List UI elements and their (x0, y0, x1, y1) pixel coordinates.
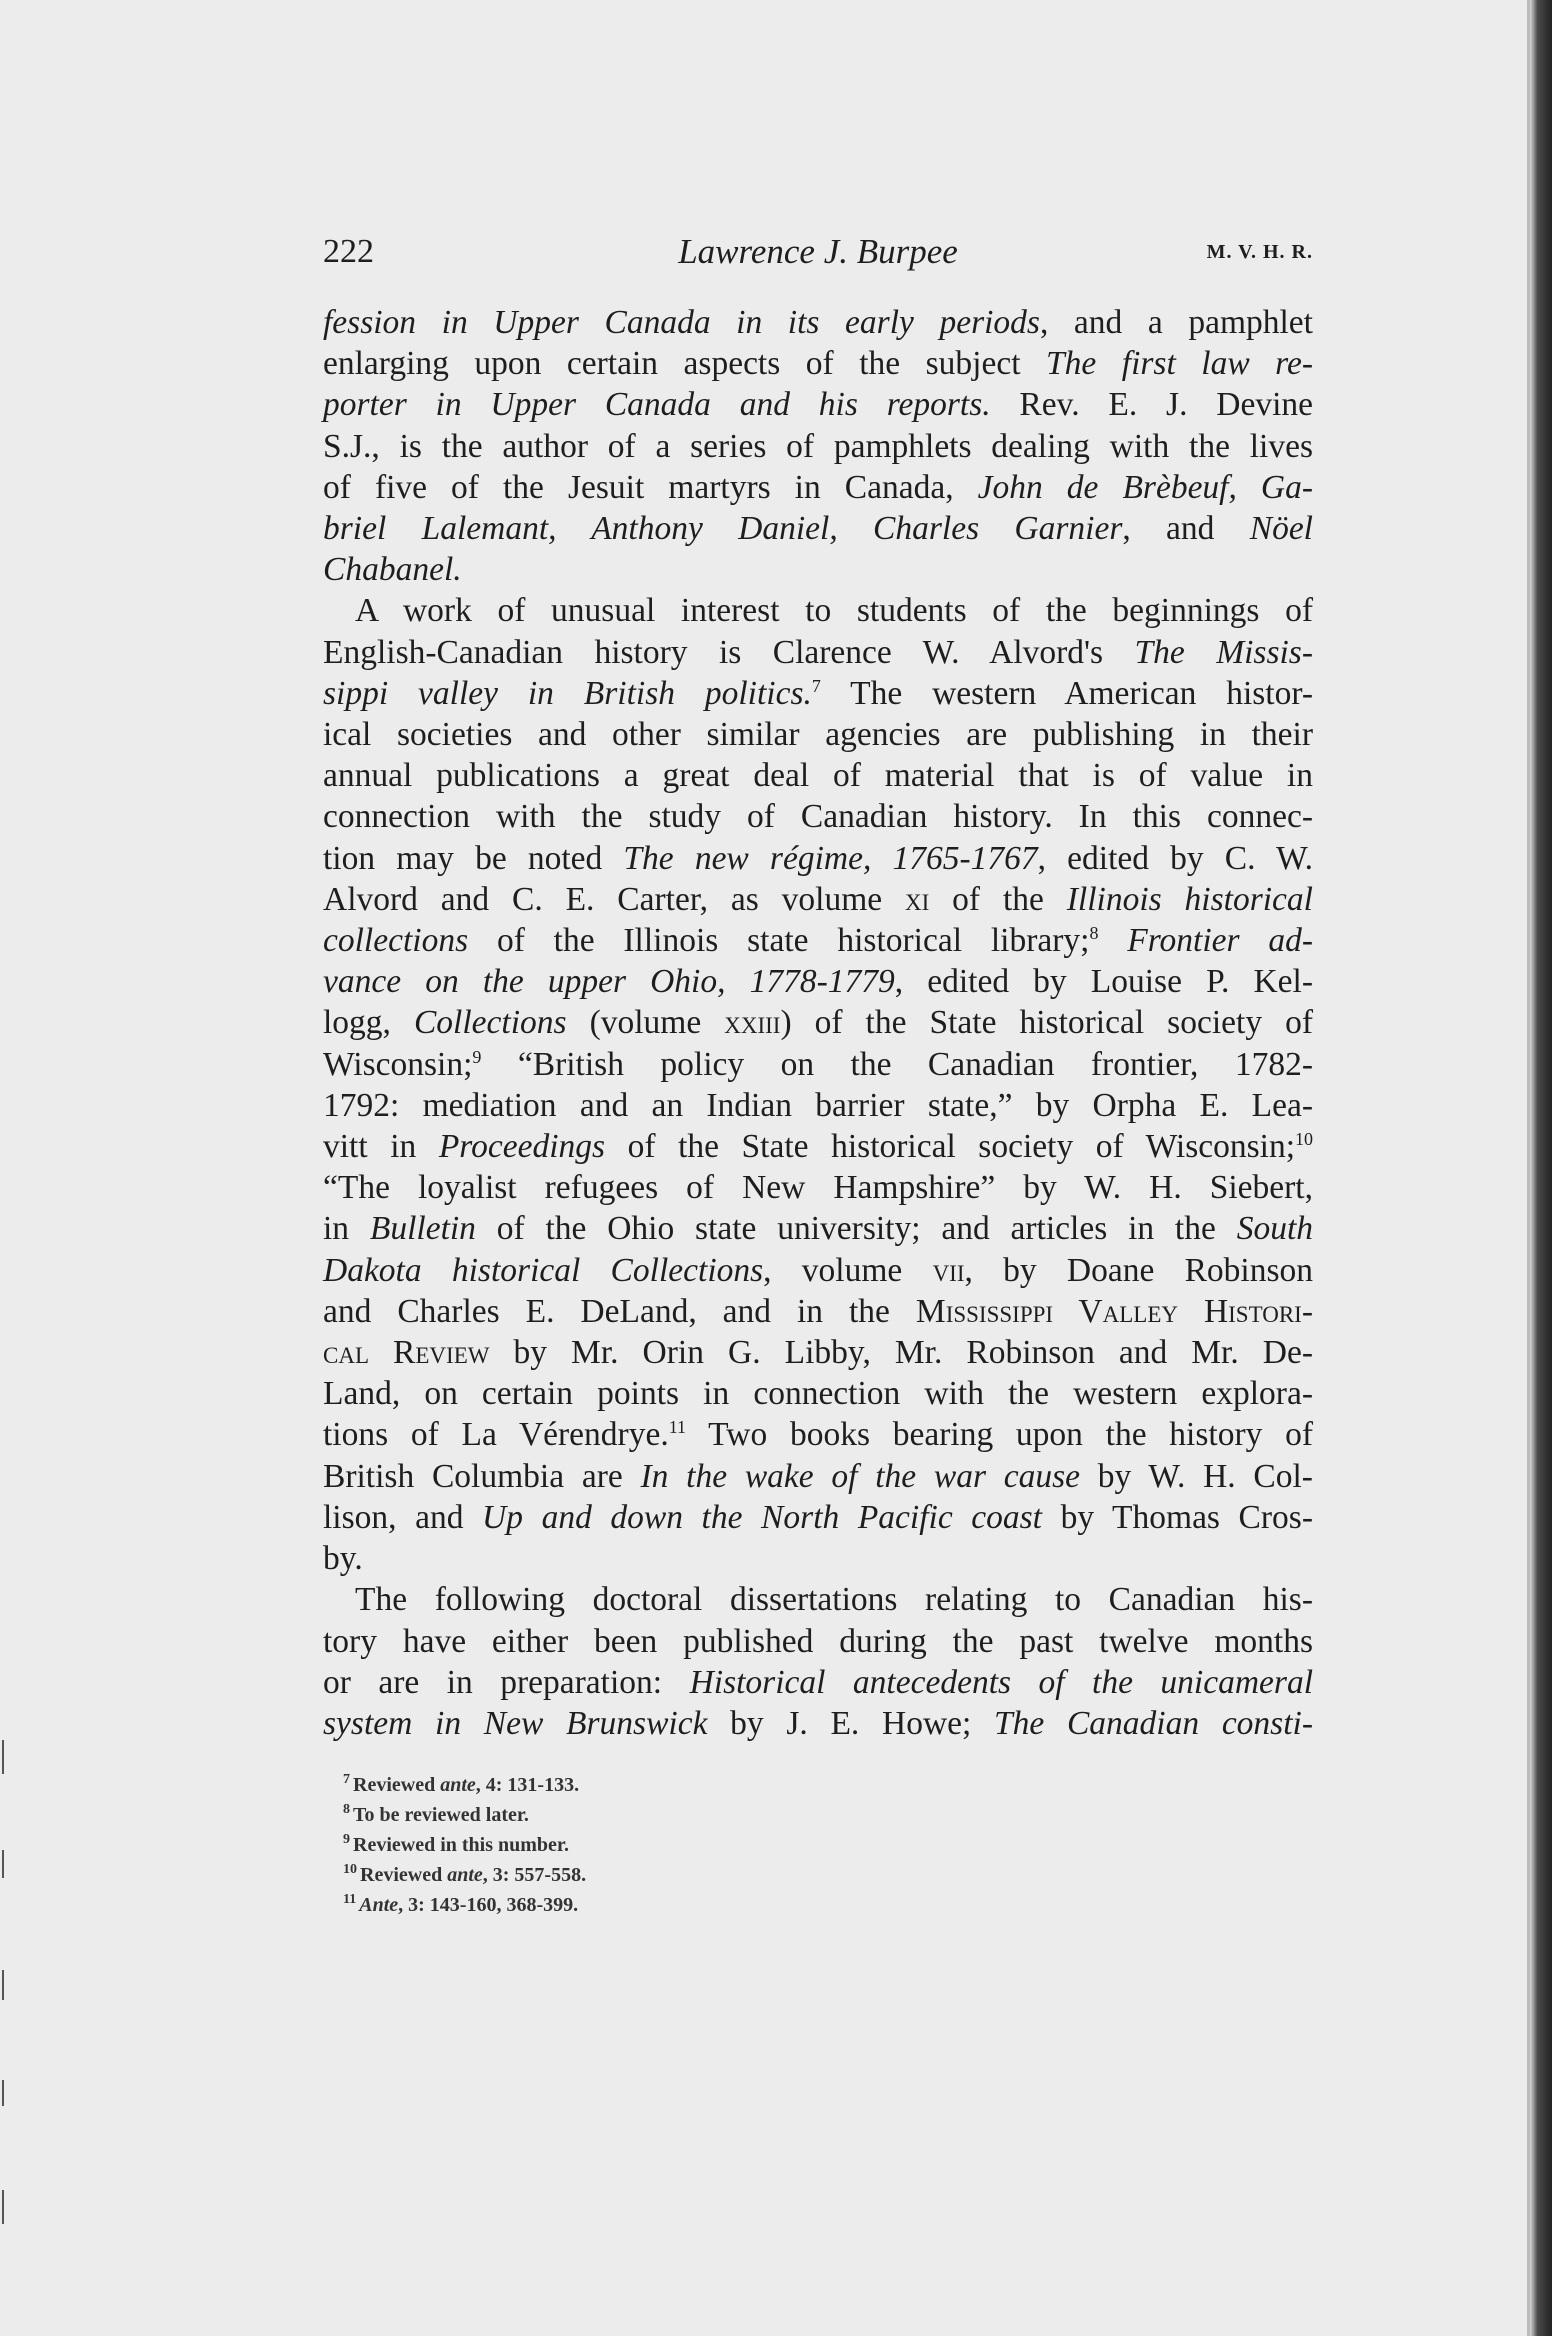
text-run: The Missis- (1134, 633, 1313, 671)
footnote-mark: 8 (343, 1802, 350, 1818)
text-run: Frontier ad- (1127, 922, 1314, 960)
text-run: ante (440, 1774, 476, 1797)
text-run: Ante (359, 1894, 399, 1917)
text-run: of the State historical society of Wisconsin; (605, 1128, 1295, 1166)
text-run: Rev. E. J. Devine (990, 386, 1314, 424)
text-run: logg, (323, 1004, 414, 1042)
text-run: Bulletin (369, 1210, 476, 1248)
text-run: The first law re- (1046, 345, 1313, 383)
footnote-mark: 7 (343, 1772, 350, 1788)
text-run: fession in Upper Canada in its early periods (323, 304, 1040, 341)
text-run: Collections (413, 1004, 567, 1042)
text-run: lison, and (323, 1498, 483, 1536)
text-run: tion may be noted (323, 839, 624, 877)
text-run: “British policy on the Canadian frontier, 1782- (481, 1045, 1313, 1083)
footnote (343, 1830, 1313, 1860)
text-run: Nöel (1249, 510, 1313, 548)
text-run: , and a pamphlet (1039, 304, 1313, 341)
text-run: of the Ohio state university; and articles in the (475, 1210, 1237, 1248)
running-head-author: Lawrence J. Burpee (678, 232, 958, 271)
footnote-mark: 9 (343, 1832, 350, 1848)
text-run: Alvord and C. E. Carter, as volume (323, 880, 906, 918)
text-run: The western American histor- (820, 674, 1314, 712)
text-run: Reviewed (353, 1774, 441, 1797)
text-run: , and (1122, 510, 1250, 548)
text-run: of the Illinois state historical library; (468, 922, 1090, 960)
text-run: South (1236, 1210, 1313, 1248)
paragraph-3 (323, 1579, 1313, 1744)
text-run: cal Review (323, 1334, 490, 1372)
text-run: annual publications a great deal of material that is of value in (323, 757, 1313, 795)
footnotes (323, 1770, 1313, 1920)
text-run: enlarging upon certain aspects of the subject (323, 345, 1047, 383)
text-run: “The loyalist refugees of New Hampshire” by W. H. Siebert, (323, 1169, 1313, 1207)
text-run: Dakota historical Collections (323, 1251, 764, 1289)
paragraph-1 (323, 302, 1313, 590)
text-run: collections (323, 922, 469, 960)
footnote (343, 1890, 1313, 1920)
running-head-journal: M. V. H. R. (1206, 241, 1313, 263)
text-run: of the (929, 880, 1067, 918)
text-run: by J. E. Howe; (707, 1704, 995, 1742)
text-run: by Mr. Orin G. Libby, Mr. Robinson and Mr. De- (489, 1334, 1313, 1372)
footnote (343, 1860, 1313, 1890)
text-run: S.J., is the author of a series of pamphlets dealing with the lives (323, 427, 1313, 465)
text-run: To be reviewed later. (353, 1804, 529, 1827)
footnote (343, 1770, 1313, 1800)
page-number: 222 (323, 233, 374, 270)
text-run: Wisconsin; (323, 1045, 473, 1083)
text-run: , 3: 557-558. (482, 1864, 587, 1887)
text-run: Historical antecedents of the unicameral (689, 1663, 1314, 1701)
scan-margin-marks (0, 1740, 6, 2260)
text-run: system in New Brunswick (323, 1704, 708, 1742)
text-run: Illinois historical (1066, 880, 1313, 918)
footnote-mark: 10 (343, 1862, 357, 1878)
text-run: The new régime, 1765-1767 (623, 839, 1038, 877)
text-run: The following doctoral dissertations relating to Canadian his- (355, 1581, 1313, 1619)
body-text (323, 302, 1313, 1744)
text-run: Up and down the North Pacific coast (482, 1498, 1042, 1536)
text-run: by Thomas Cros- (1042, 1498, 1313, 1536)
text-run: ical societies and other similar agencies are publishing in their (323, 716, 1313, 754)
text-run: ) of the State historical society of (780, 1004, 1313, 1042)
footnote-ref: 8 (1089, 922, 1099, 943)
text-run: Reviewed (360, 1864, 448, 1887)
text-run: porter in Upper Canada and his reports. (323, 386, 991, 424)
text-run: , 3: 143-160, 368-399. (398, 1894, 579, 1917)
page-edge-shadow (1530, 0, 1552, 2336)
text-run: or are in preparation: (323, 1663, 690, 1701)
text-run: and Charles E. DeLand, and in the (323, 1292, 916, 1330)
text-run: 1792: mediation and an Indian barrier state,” by Orpha E. Lea- (323, 1086, 1313, 1124)
text-run: of five of the Jesuit martyrs in Canada, (323, 468, 978, 506)
text-run: vitt in (323, 1128, 439, 1166)
footnote-ref: 11 (668, 1417, 687, 1438)
footnote (343, 1800, 1313, 1830)
text-run: briel Lalemant, Anthony Daniel, Charles Garnier (323, 510, 1123, 548)
text-run: , by Doane Robinson (964, 1251, 1314, 1289)
text-run: British Columbia are (323, 1457, 641, 1495)
text-run: Chabanel. (323, 551, 462, 589)
footnote-mark: 11 (343, 1892, 357, 1908)
text-run: A work of unusual interest to students of the beginnings of (355, 592, 1313, 630)
running-head (323, 222, 1313, 282)
text-run: John de Brèbeuf, Ga- (977, 468, 1314, 506)
text-run: In the wake of the war cause (640, 1457, 1081, 1495)
text-run: Proceedings (438, 1128, 606, 1166)
text-run: xi (905, 880, 930, 918)
text-run: by. (323, 1540, 363, 1578)
text-run: vance on the upper Ohio, 1778-1779 (323, 963, 895, 1001)
text-run: , edited by C. W. (1037, 839, 1313, 877)
footnote-ref: 9 (472, 1046, 482, 1067)
footnote-ref: 7 (811, 675, 821, 696)
text-run: , 4: 131-133. (475, 1774, 580, 1797)
text-run: Two books bearing upon the history of (686, 1416, 1313, 1454)
text-run: vii (932, 1251, 965, 1289)
text-run: ante (447, 1864, 483, 1887)
text-run: in (323, 1210, 370, 1248)
text-run: , edited by Louise P. Kel- (894, 963, 1313, 1001)
book-page (323, 222, 1313, 1920)
text-run: Mississippi Valley Histori- (915, 1292, 1314, 1330)
text-run: connection with the study of Canadian history. In this connec- (323, 798, 1313, 836)
paragraph-2 (323, 590, 1313, 1579)
text-run: tions of La Vérendrye. (323, 1416, 669, 1454)
text-run: Reviewed in this number. (353, 1834, 569, 1857)
text-run: xxiii (724, 1004, 781, 1042)
text-run: (volume (566, 1004, 725, 1042)
text-run: Land, on certain points in connection with the western explora- (323, 1375, 1313, 1413)
text-run (1098, 922, 1127, 959)
text-run: tory have either been published during the past twelve months (323, 1622, 1313, 1660)
text-run: , volume (763, 1251, 933, 1289)
text-run: The Canadian consti- (994, 1704, 1313, 1742)
footnote-ref: 10 (1295, 1128, 1313, 1149)
text-run: by W. H. Col- (1080, 1457, 1313, 1495)
text-run: English-Canadian history is Clarence W. Alvord's (323, 633, 1135, 671)
text-run: sippi valley in British politics. (323, 674, 812, 712)
